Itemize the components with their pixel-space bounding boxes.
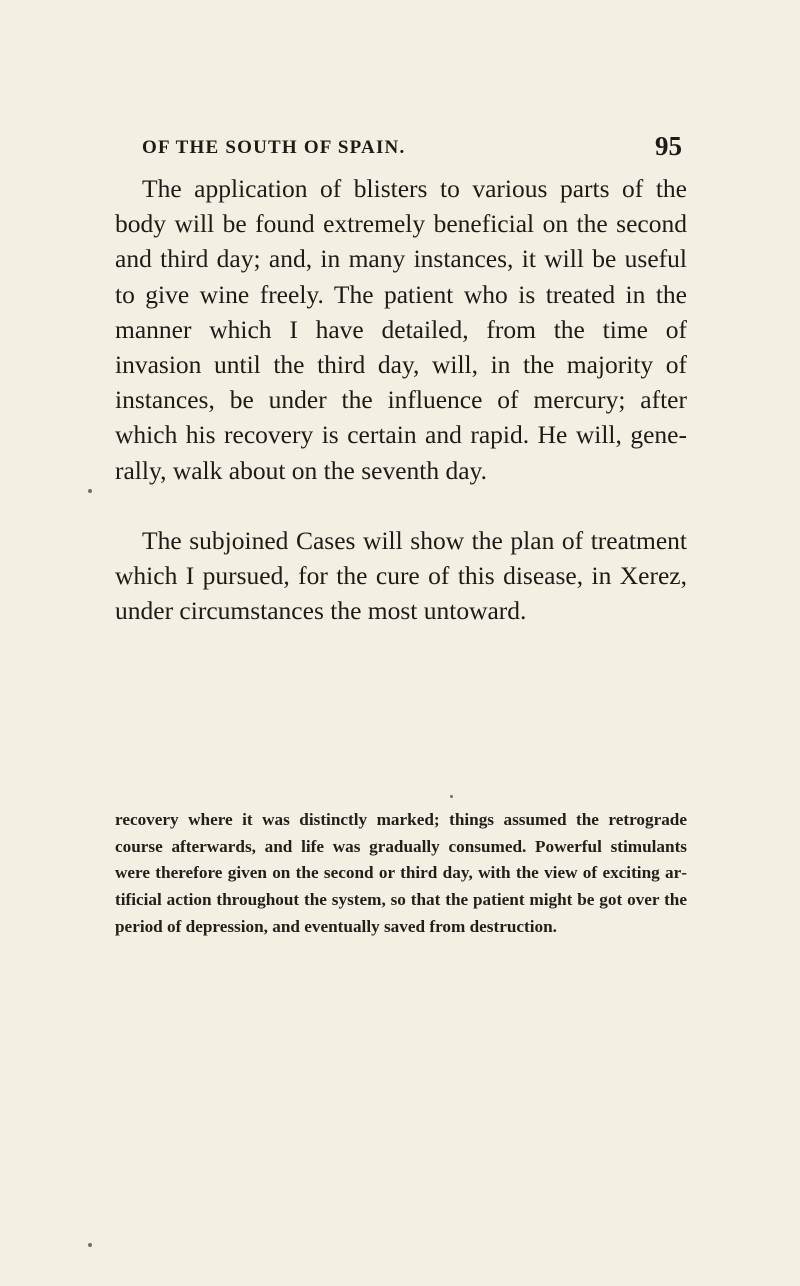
running-head [142,131,682,165]
paragraph-subjoined-cases: The subjoined Cases will show the plan of treatment which I pursued, for the cure of this disease, in Xerez, under circumstances the most untoward. [115,525,687,626]
paragraph-blisters: The application of blisters to various parts of the body will be found extremely beneficial on the second and third day; and, in many instances, it will be useful to give wine freely. The patient who is treated in the manner which I have detailed, from the time of invasion until the third day, will, in the majority of instances, be under the influence of mercury; after which his recovery is certain and rapid. He will, generally, walk about on the seventh day. [115,174,687,485]
page-number: 95 [655,131,682,161]
ink-speck [88,1243,92,1247]
ink-speck [88,489,92,493]
ink-speck [450,795,453,798]
body-text [115,171,687,628]
show-through-bleed [300,1015,660,1125]
footnote: recovery where it was distinctly marked; things assumed the retrograde course afterwards, and life was gradually consumed. Powerful stimulants were therefore given on the second or third day, with the view of exciting artificial action throughout the system, so that the patient might be got over the period of depression, and eventually saved from destruction. [115,810,687,936]
running-title: OF THE SOUTH OF SPAIN. [142,137,406,158]
